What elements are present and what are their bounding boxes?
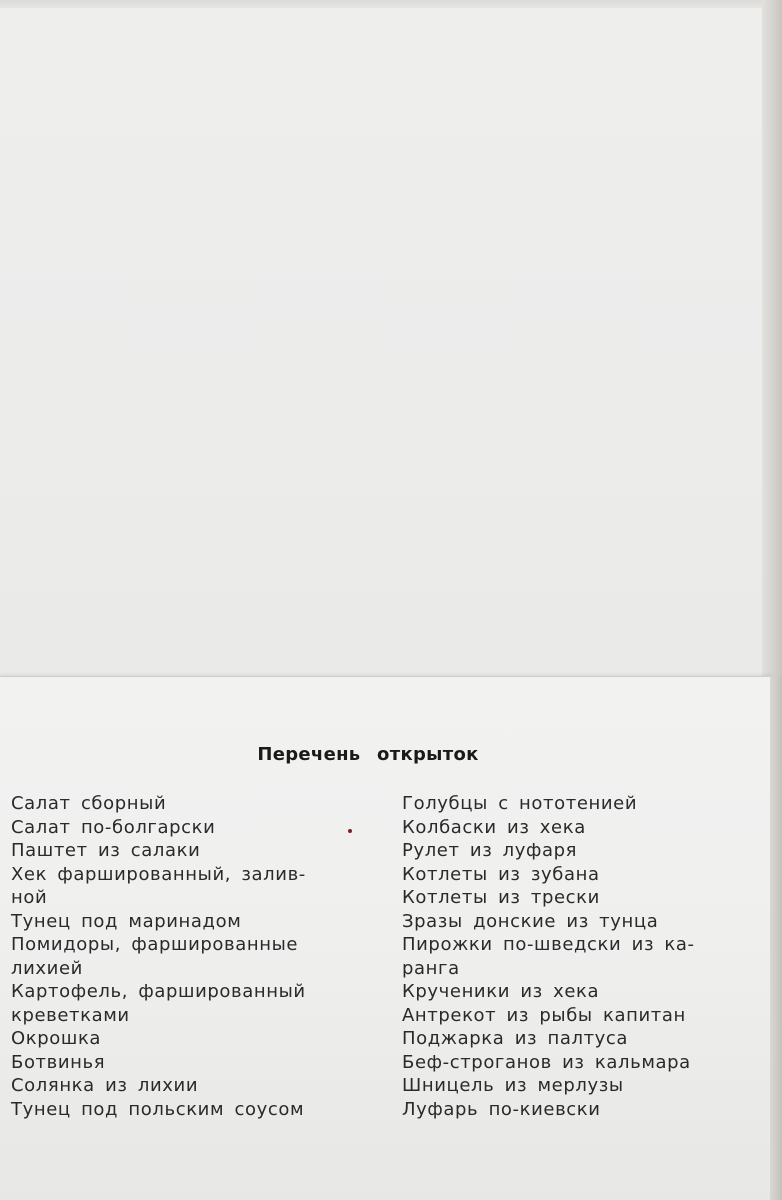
list-item: Тунец под маринадом xyxy=(11,910,242,932)
list-item: Рулет из луфаря xyxy=(402,840,578,861)
list-item: креветками xyxy=(11,1004,130,1026)
list-item: Салат по-болгарски xyxy=(11,816,216,838)
list-item: ранга xyxy=(402,957,460,979)
list-item: Антрекот из рыбы капитан xyxy=(402,1004,686,1026)
list-item: Ботвинья xyxy=(11,1051,106,1073)
list-item: лихией xyxy=(11,957,83,979)
list-item: Хек фаршированный, залив- xyxy=(11,863,306,885)
list-item: Окрошка xyxy=(11,1028,102,1049)
list-item: Картофель, фаршированный xyxy=(11,981,306,1002)
list-item: Котлеты из зубана xyxy=(402,863,600,885)
list-item: Беф-строганов из кальмара xyxy=(402,1051,691,1073)
blank-card-area xyxy=(0,8,770,678)
list-item: Салат сборный xyxy=(11,793,167,814)
list-item: Крученики из хека xyxy=(402,981,600,1002)
list-item: Пирожки по-шведски из ка- xyxy=(402,934,695,955)
list-item: Котлеты из трески xyxy=(402,887,600,908)
list-item: Тунец под польским соусом xyxy=(11,1098,305,1120)
flap-edge-shadow xyxy=(770,676,782,1200)
list-item: ной xyxy=(11,887,48,908)
list-title: Перечень открыток xyxy=(257,744,479,765)
list-item: Солянка из лихии xyxy=(11,1075,199,1096)
list-item: Голубцы с нототенией xyxy=(402,793,638,814)
right-column-list xyxy=(402,792,695,1121)
list-item: Шницель из мерлузы xyxy=(402,1075,624,1096)
list-item: Паштет из салаки xyxy=(11,840,201,861)
list-item: Помидоры, фаршированные xyxy=(11,934,299,955)
list-item: Колбаски из хека xyxy=(402,816,586,838)
list-item: Зразы донские из тунца xyxy=(402,910,659,932)
list-item: Поджарка из палтуса xyxy=(402,1028,629,1049)
left-column-list xyxy=(11,792,306,1121)
ink-dot xyxy=(348,829,352,833)
list-item: Луфарь по-киевски xyxy=(402,1098,601,1120)
